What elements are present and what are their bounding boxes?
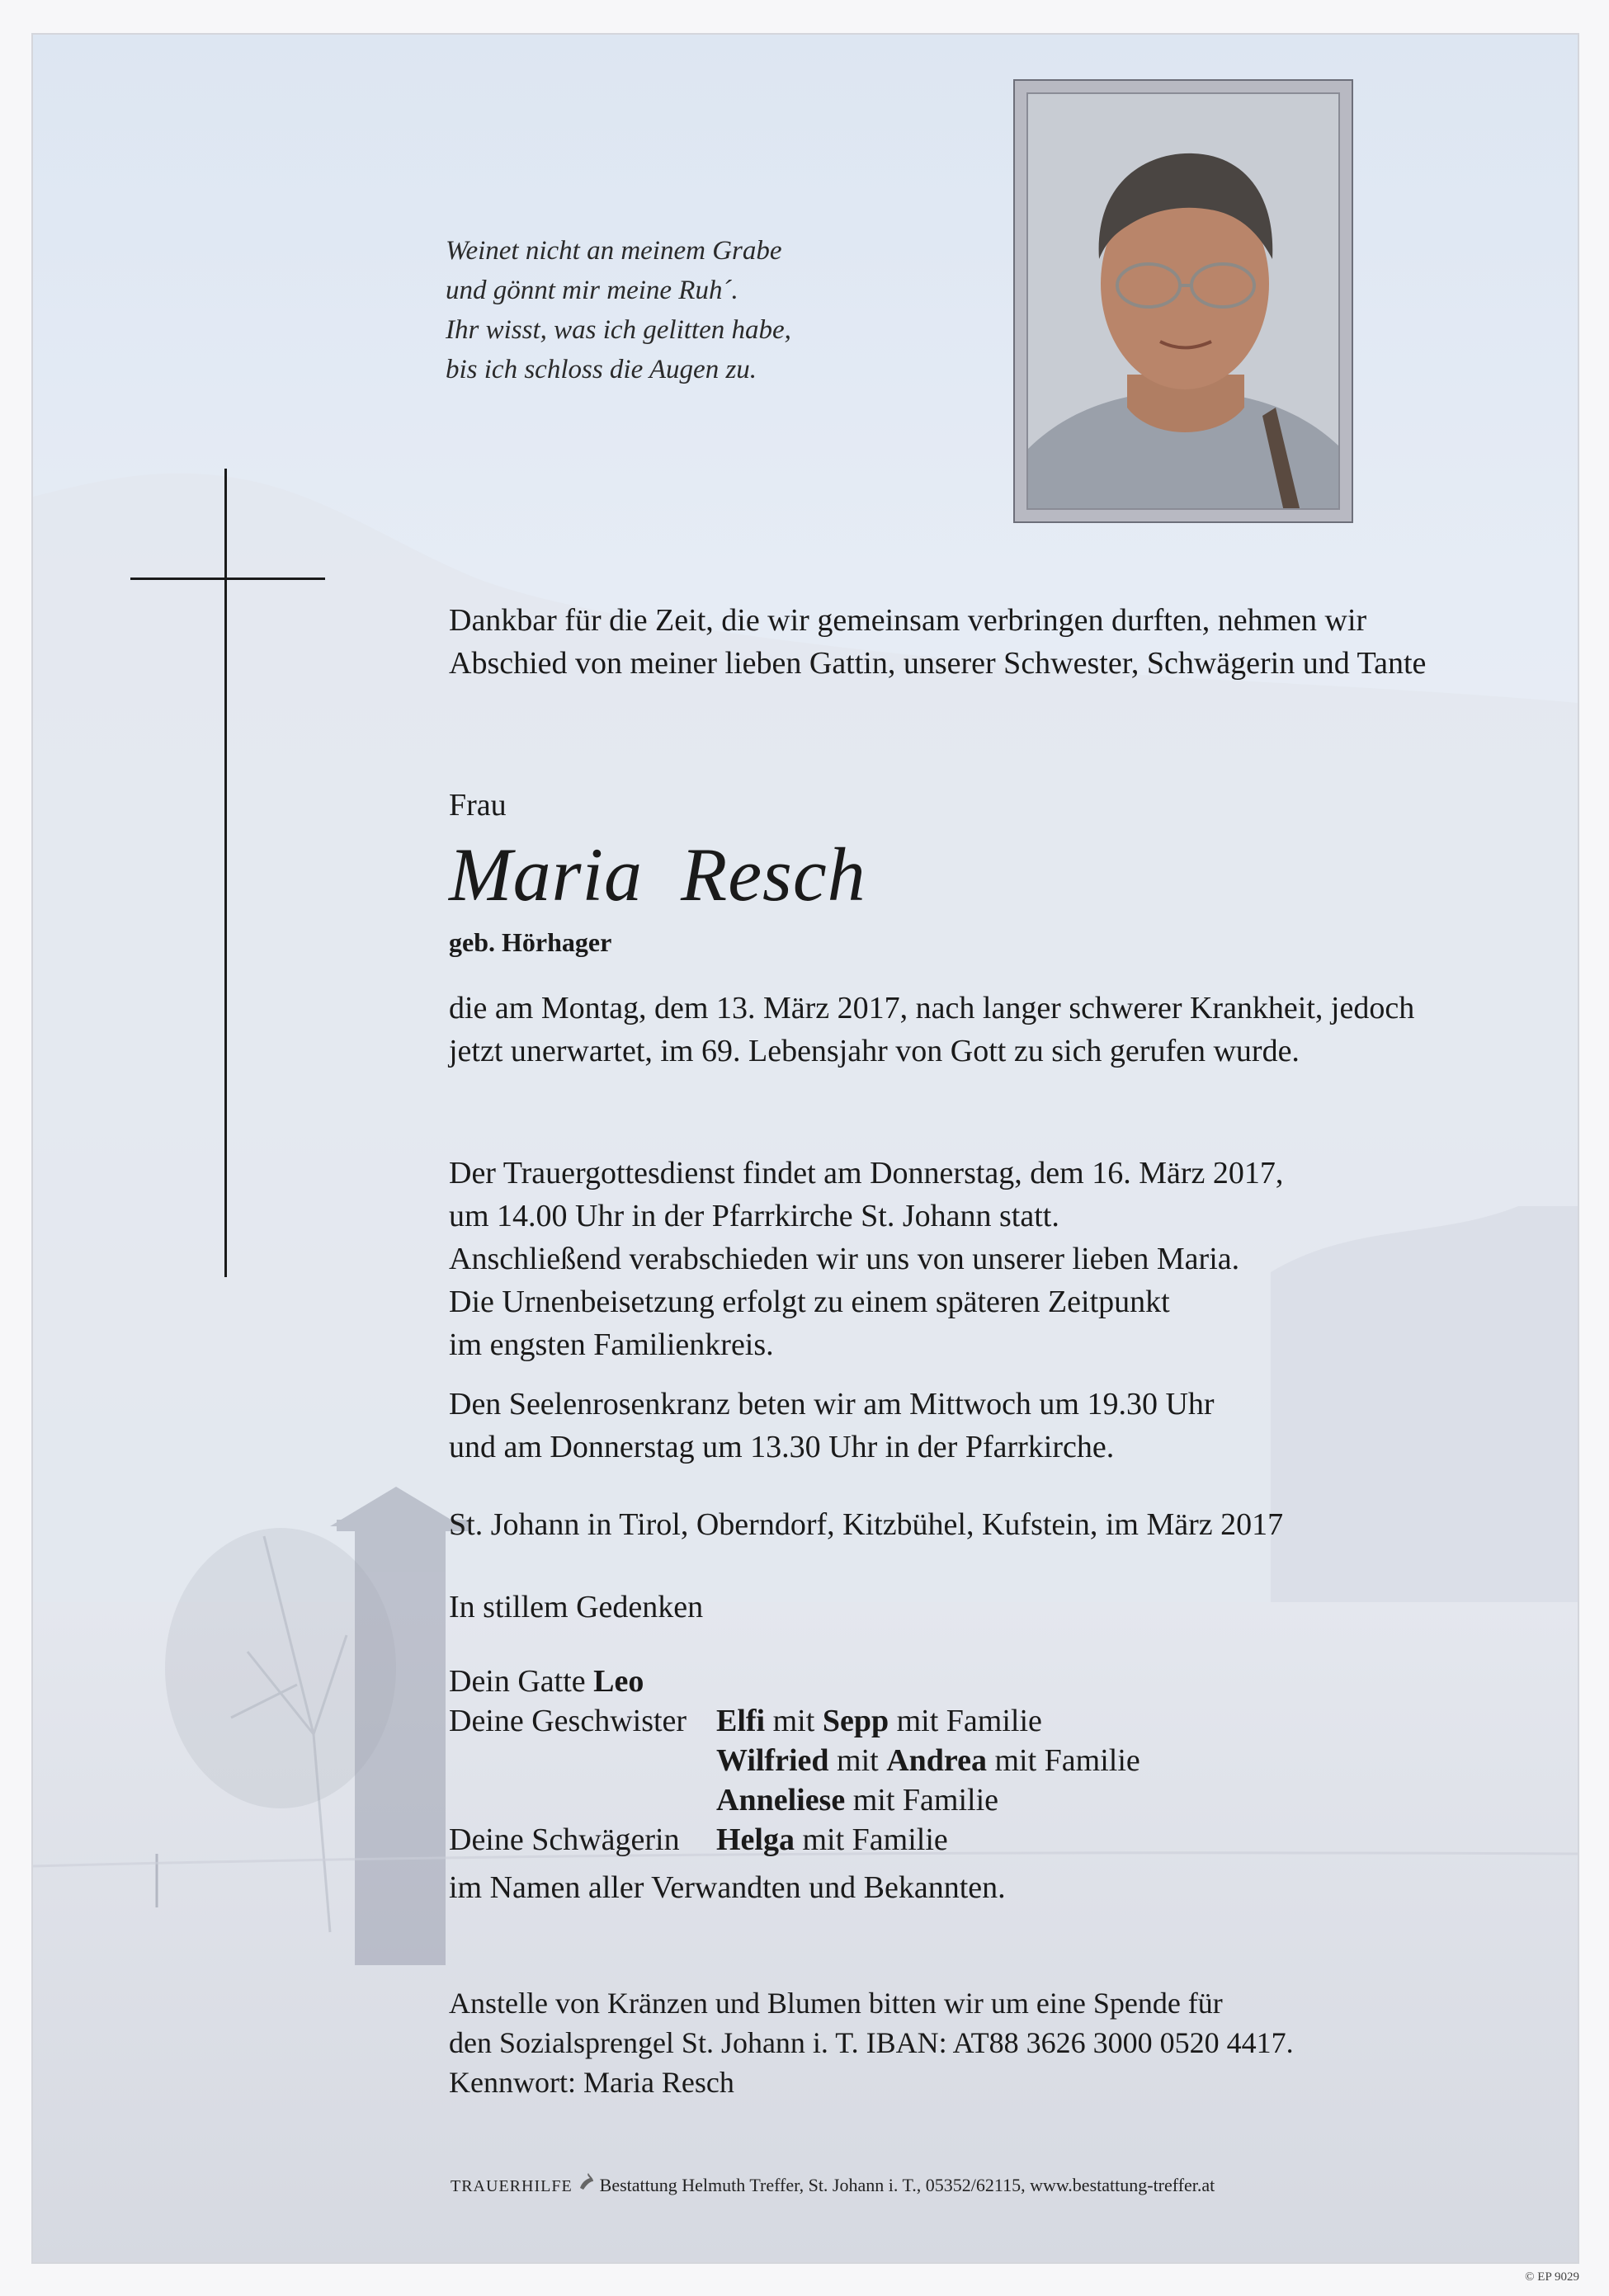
- service-line: Der Trauergottesdienst findet am Donnerstag, dem 16. März 2017,: [449, 1156, 1284, 1190]
- donation-line: den Sozialsprengel St. Johann i. T. IBAN: AT88 3626 3000 0520 4417.: [449, 2026, 1294, 2059]
- salutation: Frau: [449, 788, 507, 823]
- partner-name: Andrea: [886, 1743, 987, 1778]
- motto-verse: Weinet nicht an meinem Grabe und gönnt mir meine Ruh´. Ihr wisst, was ich gelitten habe, bis ich schloss die Augen zu.: [446, 236, 791, 384]
- funeral-home-footer: [451, 2171, 1215, 2196]
- service-line: Die Urnenbeisetzung erfolgt zu einem späteren Zeitpunkt: [449, 1285, 1170, 1319]
- intro-text: Dankbar für die Zeit, die wir gemeinsam verbringen durften, nehmen wir Abschied von meiner lieben Gattin, unserer Schwester, Schwägerin und Tante: [449, 603, 1427, 681]
- death-announcement: die am Montag, dem 13. März 2017, nach langer schwerer Krankheit, jedoch jetzt unerwartet, im 69. Lebensjahr von Gott zu sich gerufen wurde.: [449, 991, 1415, 1068]
- sibling-name: Anneliese: [716, 1783, 846, 1817]
- conjunction: mit: [772, 1704, 815, 1738]
- brand-name: TRAUERHILFE: [451, 2177, 573, 2195]
- portrait-frame: [1013, 79, 1353, 523]
- cross-vertical-bar: [224, 469, 227, 1277]
- portrait-photo: [1026, 92, 1340, 510]
- in-memory-heading: In stillem Gedenken: [449, 1590, 704, 1624]
- inlaw-label: Deine Schwägerin: [449, 1822, 680, 1857]
- rosary-line: Den Seelenrosenkranz beten wir am Mittwoch um 19.30 Uhr: [449, 1387, 1215, 1421]
- deceased-name: Maria Resch: [449, 832, 866, 917]
- inlaw-name: Helga: [716, 1822, 795, 1857]
- donation-line: Anstelle von Kränzen und Blumen bitten wir um eine Spende für: [449, 1987, 1223, 2020]
- rosary-line: und am Donnerstag um 13.30 Uhr in der Pfarrkirche.: [449, 1430, 1115, 1464]
- cross-horizontal-bar: [130, 578, 325, 580]
- service-line: im engsten Familienkreis.: [449, 1327, 774, 1362]
- on-behalf-line: im Namen aller Verwandten und Bekannten.: [449, 1870, 1006, 1905]
- siblings-label: Deine Geschwister: [449, 1704, 687, 1738]
- dove-icon: [577, 2175, 600, 2195]
- spouse-name: Leo: [593, 1664, 644, 1699]
- place-date: St. Johann in Tirol, Oberndorf, Kitzbühel, Kufstein, im März 2017: [449, 1507, 1284, 1542]
- spouse-label: Dein Gatte: [449, 1664, 586, 1699]
- rosary-info: [449, 1383, 1472, 1469]
- birth-name: geb. Hörhager: [449, 927, 612, 957]
- service-line: Anschließend verabschieden wir uns von unserer lieben Maria.: [449, 1242, 1240, 1276]
- document-code: © EP 9029: [1525, 2270, 1579, 2284]
- service-line: um 14.00 Uhr in der Pfarrkirche St. Johann statt.: [449, 1199, 1059, 1233]
- partner-name: Sepp: [822, 1704, 889, 1738]
- donation-request: [449, 1983, 1505, 2102]
- family-suffix: mit Familie: [802, 1822, 948, 1857]
- family-suffix: mit Familie: [852, 1783, 998, 1817]
- conjunction: mit: [837, 1743, 879, 1778]
- family-suffix: mit Familie: [994, 1743, 1140, 1778]
- sibling-name: Wilfried: [716, 1743, 829, 1778]
- funeral-service-info: [449, 1152, 1472, 1366]
- sibling-name: Elfi: [716, 1704, 766, 1738]
- funeral-home-details: Bestattung Helmuth Treffer, St. Johann i. T., 05352/62115, www.bestattung-treffer.at: [599, 2175, 1215, 2195]
- family-suffix: mit Familie: [896, 1704, 1042, 1738]
- donation-line: Kennwort: Maria Resch: [449, 2066, 734, 2099]
